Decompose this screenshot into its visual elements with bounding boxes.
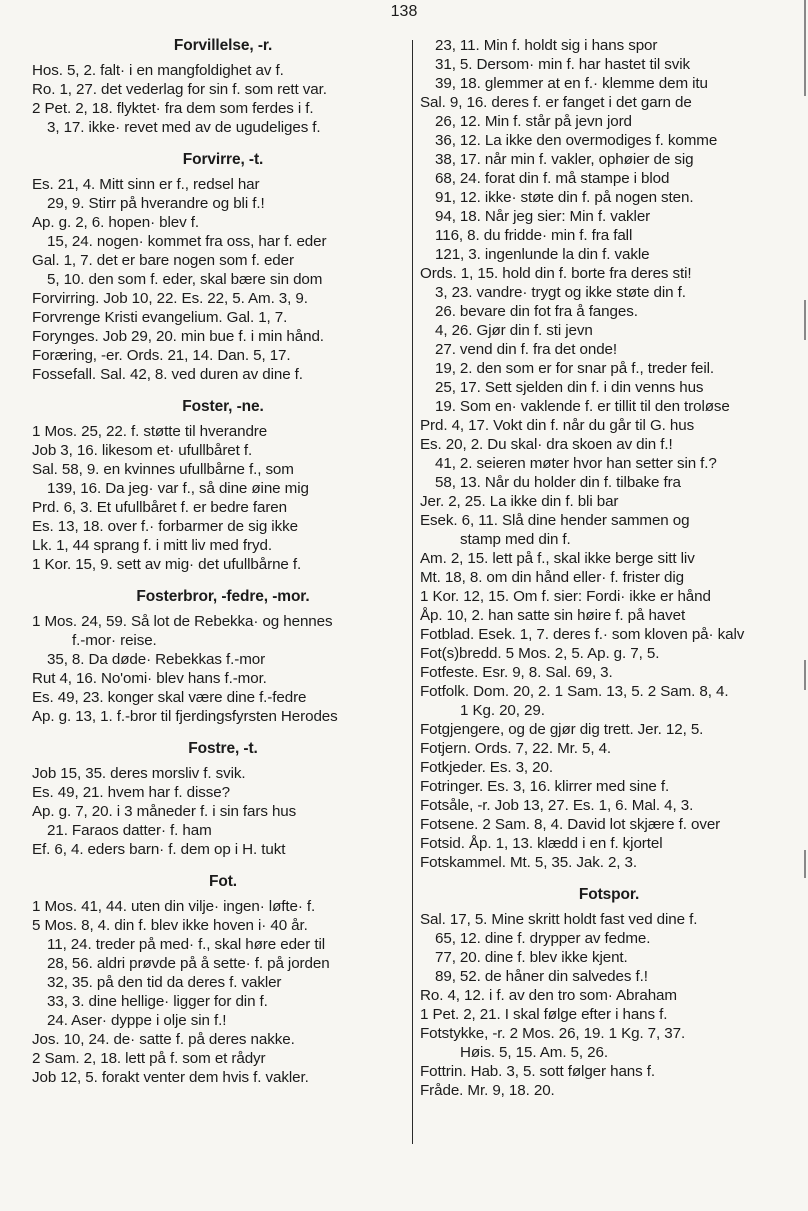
reference-line: Fotfolk. Dom. 20, 2. 1 Sam. 13, 5. 2 Sam. 8, 4. — [420, 683, 729, 700]
page-edge-mark — [804, 300, 806, 340]
reference-line: 5, 10. den som f. eder, skal bære sin dom — [47, 271, 323, 288]
reference-line: 1 Kor. 15, 9. sett av mig· det ufullbårne f. — [32, 556, 302, 573]
reference-line: Am. 2, 15. lett på f., skal ikke berge sitt liv — [420, 550, 695, 567]
left-column — [32, 36, 414, 1100]
column-divider — [412, 40, 413, 1144]
reference-line: Fotsåle, -r. Job 13, 27. Es. 1, 6. Mal. 4, 3. — [420, 797, 694, 814]
reference-line: 65, 12. dine f. drypper av fedme. — [435, 930, 651, 947]
reference-line: 58, 13. Når du holder din f. tilbake fra — [435, 474, 681, 491]
reference-line: 28, 56. aldri prøvde på å sette· f. på jorden — [47, 955, 330, 972]
reference-line: Fotstykke, -r. 2 Mos. 26, 19. 1 Kg. 7, 37. — [420, 1025, 686, 1042]
reference-line: Lk. 1, 44 sprang f. i mitt liv med fryd. — [32, 537, 272, 554]
reference-line: Gal. 1, 7. det er bare nogen som f. eder — [32, 252, 294, 269]
reference-line: Fotringer. Es. 3, 16. klirrer med sine f. — [420, 778, 670, 795]
reference-line: Forvirring. Job 10, 22. Es. 22, 5. Am. 3, 9. — [32, 290, 308, 307]
reference-line: 68, 24. forat din f. må stampe i blod — [435, 170, 670, 187]
reference-line: Fotsene. 2 Sam. 8, 4. David lot skjære f. over — [420, 816, 721, 833]
reference-line: Prd. 4, 17. Vokt din f. når du går til G. hus — [420, 417, 695, 434]
reference-line: 25, 17. Sett sjelden din f. i din venns hus — [435, 379, 704, 396]
entry-heading: Forvillelse, -r. — [173, 37, 273, 54]
entry-section — [420, 885, 798, 1100]
reference-line: Foræring, -er. Ords. 21, 14. Dan. 5, 17. — [32, 347, 291, 364]
reference-line: Es. 13, 18. over f.· forbarmer de sig ikke — [32, 518, 298, 535]
reference-line: Job 12, 5. forakt venter dem hvis f. vakler. — [32, 1069, 309, 1086]
reference-line: 1 Pet. 2, 21. I skal følge efter i hans f. — [420, 1006, 668, 1023]
reference-line: Fotgjengere, og de gjør dig trett. Jer. 12, 5. — [420, 721, 704, 738]
reference-line: 139, 16. Da jeg· var f., så dine øine mig — [47, 480, 309, 497]
entry-section — [32, 397, 414, 574]
reference-line: Hos. 5, 2. falt· i en mangfoldighet av f. — [32, 62, 284, 79]
reference-line: 26, 12. Min f. står på jevn jord — [435, 113, 632, 130]
reference-line: Fotsid. Åp. 1, 13. klædd i en f. kjortel — [420, 835, 663, 852]
page-edge-mark — [804, 0, 806, 96]
reference-line: 23, 11. Min f. holdt sig i hans spor — [435, 37, 658, 54]
reference-line: 41, 2. seieren møter hvor han setter sin f.? — [435, 455, 717, 472]
reference-line: Ef. 6, 4. eders barn· f. dem op i H. tukt — [32, 841, 286, 858]
page-edge-mark — [804, 660, 806, 690]
reference-line: 19. Som en· vaklende f. er tillit til den troløse — [435, 398, 730, 415]
reference-line: Ro. 1, 27. det vederlag for sin f. som rett var. — [32, 81, 327, 98]
reference-line: Ords. 1, 15. hold din f. borte fra deres sti! — [420, 265, 692, 282]
reference-line: 3, 23. vandre· trygt og ikke støte din f. — [435, 284, 686, 301]
reference-line: 121, 3. ingenlunde la din f. vakle — [435, 246, 650, 263]
entry-section — [32, 739, 414, 859]
reference-line: Job 3, 16. likesom et· ufullbåret f. — [32, 442, 253, 459]
reference-line: 89, 52. de håner din salvedes f.! — [435, 968, 648, 985]
reference-line: Prd. 6, 3. Et ufullbåret f. er bedre faren — [32, 499, 287, 516]
entry-heading: Fosterbror, -fedre, -mor. — [136, 588, 310, 605]
reference-line: 77, 20. dine f. blev ikke kjent. — [435, 949, 628, 966]
entry-heading: Fostre, -t. — [188, 740, 258, 757]
reference-line: Es. 49, 23. konger skal være dine f.-fedre — [32, 689, 307, 706]
reference-line: 33, 3. dine hellige· ligger for din f. — [47, 993, 268, 1010]
reference-line: 15, 24. nogen· kommet fra oss, har f. eder — [47, 233, 327, 250]
reference-line: Jos. 10, 24. de· satte f. på deres nakke. — [32, 1031, 295, 1048]
entry-section — [32, 36, 414, 137]
reference-line: Job 15, 35. deres morsliv f. svik. — [32, 765, 246, 782]
reference-line: 27. vend din f. fra det onde! — [435, 341, 618, 358]
entry-section — [420, 36, 798, 872]
reference-line: Fråde. Mr. 9, 18. 20. — [420, 1082, 555, 1099]
reference-line: 116, 8. du fridde· min f. fra fall — [435, 227, 633, 244]
reference-line: Ap. g. 7, 20. i 3 måneder f. i sin fars hus — [32, 803, 297, 820]
reference-line: Fottrin. Hab. 3, 5. sott følger hans f. — [420, 1063, 655, 1080]
reference-line: Fotkjeder. Es. 3, 20. — [420, 759, 553, 776]
reference-line: 31, 5. Dersom· min f. har hastet til svik — [435, 56, 691, 73]
reference-line: Høis. 5, 15. Am. 5, 26. — [460, 1044, 608, 1061]
reference-line: Mt. 18, 8. om din hånd eller· f. frister dig — [420, 569, 685, 586]
reference-line: Fotskammel. Mt. 5, 35. Jak. 2, 3. — [420, 854, 637, 871]
reference-line: Forvrenge Kristi evangelium. Gal. 1, 7. — [32, 309, 288, 326]
reference-line: stamp med din f. — [460, 531, 571, 548]
reference-line: Fotjern. Ords. 7, 22. Mr. 5, 4. — [420, 740, 612, 757]
reference-line: Ro. 4, 12. i f. av den tro som· Abraham — [420, 987, 677, 1004]
reference-line: 21. Faraos datter· f. ham — [47, 822, 212, 839]
reference-line: Es. 21, 4. Mitt sinn er f., redsel har — [32, 176, 260, 193]
reference-line: 3, 17. ikke· revet med av de ugudeliges f. — [47, 119, 321, 136]
entry-section — [32, 587, 414, 726]
entry-heading: Fotspor. — [578, 886, 640, 903]
entry-section — [32, 150, 414, 384]
reference-line: Sal. 17, 5. Mine skritt holdt fast ved dine f. — [420, 911, 698, 928]
reference-line: Es. 49, 21. hvem har f. disse? — [32, 784, 230, 801]
reference-line: 94, 18. Når jeg sier: Min f. vakler — [435, 208, 651, 225]
reference-line: 35, 8. Da døde· Rebekkas f.-mor — [47, 651, 266, 668]
reference-line: f.-mor· reise. — [72, 632, 157, 649]
reference-line: 5 Mos. 8, 4. din f. blev ikke hoven i· 40 år. — [32, 917, 308, 934]
reference-line: Fotblad. Esek. 1, 7. deres f.· som kloven på· kalv — [420, 626, 745, 643]
reference-line: Esek. 6, 11. Slå dine hender sammen og — [420, 512, 690, 529]
reference-line: Forynges. Job 29, 20. min bue f. i min hånd. — [32, 328, 324, 345]
reference-line: 1 Kg. 20, 29. — [460, 702, 545, 719]
entry-heading: Forvirre, -t. — [182, 151, 264, 168]
reference-line: 2 Sam. 2, 18. lett på f. som et rådyr — [32, 1050, 266, 1067]
reference-line: 4, 26. Gjør din f. sti jevn — [435, 322, 593, 339]
reference-line: Åp. 10, 2. han satte sin høire f. på havet — [420, 607, 686, 624]
reference-line: Fot(s)bredd. 5 Mos. 2, 5. Ap. g. 7, 5. — [420, 645, 660, 662]
entry-heading: Foster, -ne. — [182, 398, 264, 415]
entry-heading: Fot. — [208, 873, 237, 890]
right-column — [420, 36, 798, 1113]
reference-line: Fotfeste. Esr. 9, 8. Sal. 69, 3. — [420, 664, 613, 681]
reference-line: Fossefall. Sal. 42, 8. ved duren av dine f. — [32, 366, 303, 383]
reference-line: Sal. 9, 16. deres f. er fanget i det garn de — [420, 94, 692, 111]
reference-line: 2 Pet. 2, 18. flyktet· fra dem som ferdes i f. — [32, 100, 314, 117]
reference-line: 19, 2. den som er for snar på f., treder feil. — [435, 360, 715, 377]
reference-line: 11, 24. treder på med· f., skal høre eder til — [47, 936, 326, 953]
reference-line: Es. 20, 2. Du skal· dra skoen av din f.! — [420, 436, 673, 453]
reference-line: 39, 18. glemmer at en f.· klemme dem itu — [435, 75, 708, 92]
reference-line: Sal. 58, 9. en kvinnes ufullbårne f., som — [32, 461, 294, 478]
page-edge-mark — [804, 850, 806, 878]
page-number: 138 — [390, 3, 418, 20]
reference-line: 1 Mos. 25, 22. f. støtte til hverandre — [32, 423, 268, 440]
reference-line: 36, 12. La ikke den overmodiges f. komme — [435, 132, 718, 149]
entry-section — [32, 872, 414, 1087]
reference-line: 1 Mos. 24, 59. Så lot de Rebekka· og hennes — [32, 613, 333, 630]
reference-line: 29, 9. Stirr på hverandre og bli f.! — [47, 195, 265, 212]
reference-line: 1 Mos. 41, 44. uten din vilje· ingen· løfte· f. — [32, 898, 316, 915]
reference-line: Ap. g. 13, 1. f.-bror til fjerdingsfyrsten Herodes — [32, 708, 338, 725]
reference-line: Jer. 2, 25. La ikke din f. bli bar — [420, 493, 619, 510]
reference-line: Ap. g. 2, 6. hopen· blev f. — [32, 214, 200, 231]
reference-line: Rut 4, 16. No'omi· blev hans f.-mor. — [32, 670, 267, 687]
reference-line: 38, 17. når min f. vakler, ophøier de sig — [435, 151, 694, 168]
reference-line: 24. Aser· dyppe i olje sin f.! — [47, 1012, 227, 1029]
reference-line: 91, 12. ikke· støte din f. på nogen sten. — [435, 189, 694, 206]
reference-line: 1 Kor. 12, 15. Om f. sier: Fordi· ikke er hånd — [420, 588, 711, 605]
reference-line: 26. bevare din fot fra å fanges. — [435, 303, 638, 320]
reference-line: 32, 35. på den tid da deres f. vakler — [47, 974, 282, 991]
